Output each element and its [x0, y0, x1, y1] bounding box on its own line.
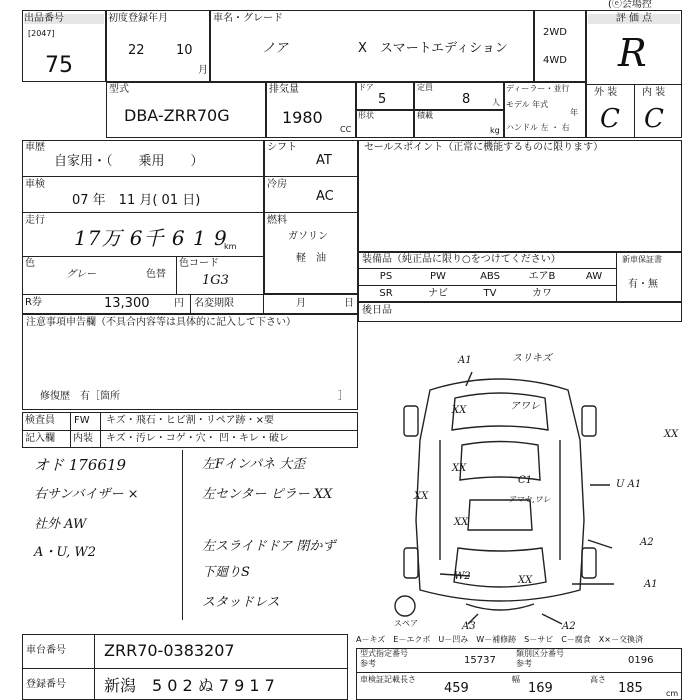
notes-label: 注意事項申告欄（不具合内容等は具体的に記入して下さい）: [26, 317, 296, 328]
repair-end: ］: [338, 391, 348, 402]
repair-label: 修復歴 有［箇所: [40, 391, 120, 402]
equipment-item: PS: [379, 271, 393, 282]
class-sub: 参考: [516, 659, 532, 668]
usage-value: 自家用・（ 乗用 ）: [54, 154, 204, 169]
remark-visor: 右サンバイザー ×: [34, 487, 139, 502]
fw-items: キズ・飛石・ヒビ割・リペア跡・×要: [106, 415, 274, 426]
disp-label: 排気量: [269, 84, 299, 95]
score-value: R: [618, 31, 647, 75]
equipment-item: AW: [585, 271, 603, 282]
damage-legend: A－キズ E－エクボ U－凹み W－補修跡 S－サビ C－腐食 X×－交換済: [356, 635, 643, 644]
check-label: 検査員: [25, 415, 55, 426]
first-reg-label: 初度登録年月: [108, 13, 168, 24]
height-label: 高さ: [590, 675, 606, 684]
length-label: 長さ: [400, 675, 416, 684]
chassis-value: ZRR70-0383207: [104, 641, 235, 660]
lot-number: 75: [45, 53, 73, 78]
diag-a3: A3: [462, 621, 476, 632]
year-unit: 年: [570, 108, 578, 117]
inspection-value: 07 年 11 月( 01 日): [72, 193, 201, 208]
inspection-label: 車検: [25, 179, 45, 190]
mileage-label: 走行: [25, 215, 45, 226]
fuel-gas: ガソリン: [288, 231, 328, 242]
price-value: 15737: [464, 655, 496, 666]
diag-c1: C1: [518, 475, 533, 486]
diag-a2-right: A2: [640, 537, 654, 548]
diag-xx-4: XX: [454, 517, 469, 528]
remark-aw: 社外 AW: [34, 517, 87, 532]
plate-value: 新潟 5 0 2 ぬ 7 9 1 7: [104, 676, 275, 695]
exterior-grade: C: [600, 104, 620, 134]
fuel-label: 燃料: [267, 215, 287, 226]
drive-2wd: 2WD: [543, 27, 567, 38]
recycle-label: R券: [25, 297, 42, 308]
car-grade: X スマートエディション: [358, 41, 508, 56]
diag-xx-right: XX: [664, 429, 679, 440]
length-value: 459: [444, 681, 469, 696]
diag-a1-top: A1: [458, 355, 472, 366]
color-code-label: 色コード: [179, 258, 219, 269]
width-value: 169: [528, 681, 553, 696]
lot-sub: [2047]: [28, 29, 55, 38]
remark-dash: 左Fインパネ 大歪: [202, 457, 306, 472]
model-value: DBA-ZRR70G: [124, 106, 230, 125]
month-unit: 月: [198, 65, 208, 76]
new-warranty-label: 新車保証書: [622, 255, 662, 264]
chassis-label: 車台番号: [26, 645, 66, 656]
class-value: 0196: [628, 655, 654, 666]
lot-label: 出品番号: [24, 14, 104, 24]
sales-point-label: セールスポイント（正常に機能するものに限ります）: [364, 142, 604, 153]
after-fit-label: 後日品: [362, 305, 392, 316]
diag-glass: アマセ,ワレ: [508, 495, 551, 504]
yen-unit: 円: [174, 298, 184, 309]
model-year-label: モデル 年式: [506, 100, 549, 109]
remark-door: 左スライドドア 閉かず: [202, 539, 336, 554]
height-value: 185: [618, 681, 643, 696]
diag-ua1: U A1: [616, 479, 642, 490]
diag-scratch: スリキズ: [512, 353, 552, 364]
equipment-item: PW: [430, 271, 446, 282]
shift-value: AT: [316, 153, 332, 168]
diag-w2: W2: [454, 571, 471, 582]
person-unit: 人: [492, 98, 500, 107]
diag-xx-1: XX: [452, 405, 467, 416]
plate-label: 登録番号: [26, 679, 66, 690]
repaint-label: 色替: [146, 269, 166, 280]
fw-label: FW: [74, 415, 90, 426]
color-code-value: 1G3: [202, 273, 229, 288]
record-label: 記入欄: [25, 433, 55, 444]
diag-xx-5: XX: [518, 575, 533, 586]
mileage-value: 17万 6千 6 1 9: [74, 226, 228, 250]
model-label: 型式: [109, 84, 129, 95]
dealer-label: ディーラー・並行: [506, 84, 570, 93]
capacity-value: 8: [462, 92, 471, 107]
interior-label: 内 装: [642, 87, 666, 98]
name-change-label: 名変期限: [194, 298, 234, 309]
fuel-diesel: 軽 油: [296, 253, 326, 264]
equipment-item: TV: [483, 288, 497, 299]
recycle-value: 13,300: [104, 296, 150, 311]
new-warranty-value: 有・無: [628, 279, 658, 290]
car-name: ノア: [262, 41, 289, 56]
color-value: グレー: [66, 269, 96, 280]
diag-spare: スペア: [394, 619, 418, 628]
equipment-label: 装備品（純正品に限り○をつけてください）: [362, 254, 561, 265]
equipment-item: エアB: [528, 271, 556, 282]
ac-value: AC: [316, 189, 334, 204]
exterior-label: 外 装: [594, 87, 618, 98]
door-value: 5: [378, 92, 387, 107]
price-sub: 参考: [360, 659, 376, 668]
price-label: 型式指定番号: [360, 649, 408, 658]
first-reg-month: 10: [176, 43, 193, 58]
width-label: 幅: [512, 675, 520, 684]
score-label: 評 価 点: [588, 14, 680, 24]
usage-label: 車歴: [25, 142, 45, 153]
class-label: 類別区分番号: [516, 649, 564, 658]
diag-a1-right: A1: [644, 579, 658, 590]
interior-grade: C: [644, 104, 664, 134]
km-unit: km: [224, 242, 237, 251]
remark-pillar: 左センター ピラー XX: [202, 487, 333, 502]
shift-label: シフト: [267, 142, 297, 153]
equipment-item: ナビ: [428, 288, 448, 299]
diag-crack: アワレ: [510, 401, 540, 412]
door-label: ドア: [358, 83, 374, 92]
remark-au: A・U, W2: [34, 545, 97, 560]
remark-studless: スタッドレス: [202, 595, 280, 610]
equipment-item: SR: [379, 288, 393, 299]
diag-xx-2: XX: [452, 463, 467, 474]
capacity-label: 定員: [417, 83, 433, 92]
diag-a2-bottom: A2: [562, 621, 576, 632]
int-items: キズ・汚レ・コゲ・穴・ 凹・キレ・破レ: [106, 433, 289, 444]
dim-label: 車検証記載: [360, 675, 400, 684]
handle-label: ハンドル 左 ・ 右: [506, 123, 570, 132]
equipment-item: ABS: [480, 271, 500, 282]
cc-unit: CC: [340, 125, 352, 134]
color-label: 色: [25, 258, 35, 269]
remark-under: 下廻りS: [202, 565, 250, 580]
diag-xx-3: XX: [414, 491, 429, 502]
day-label: 日: [344, 298, 354, 309]
top-right-note: (ⓔ会場控: [608, 0, 652, 10]
ac-label: 冷房: [267, 179, 287, 190]
disp-value: 1980: [282, 108, 323, 127]
month-label: 月: [296, 298, 306, 309]
first-reg-year: 22: [128, 43, 145, 58]
drive-4wd: 4WD: [543, 55, 567, 66]
interior-inspect-label: 内装: [73, 433, 93, 444]
shape-label: 形状: [358, 111, 374, 120]
load-label: 積載: [417, 111, 433, 120]
cm-unit: cm: [666, 689, 679, 698]
remark-odo: オド 176619: [34, 456, 127, 474]
kg-unit: kg: [490, 126, 500, 135]
car-name-label: 車名・グレード: [213, 13, 283, 24]
equipment-item: カワ: [532, 288, 552, 299]
